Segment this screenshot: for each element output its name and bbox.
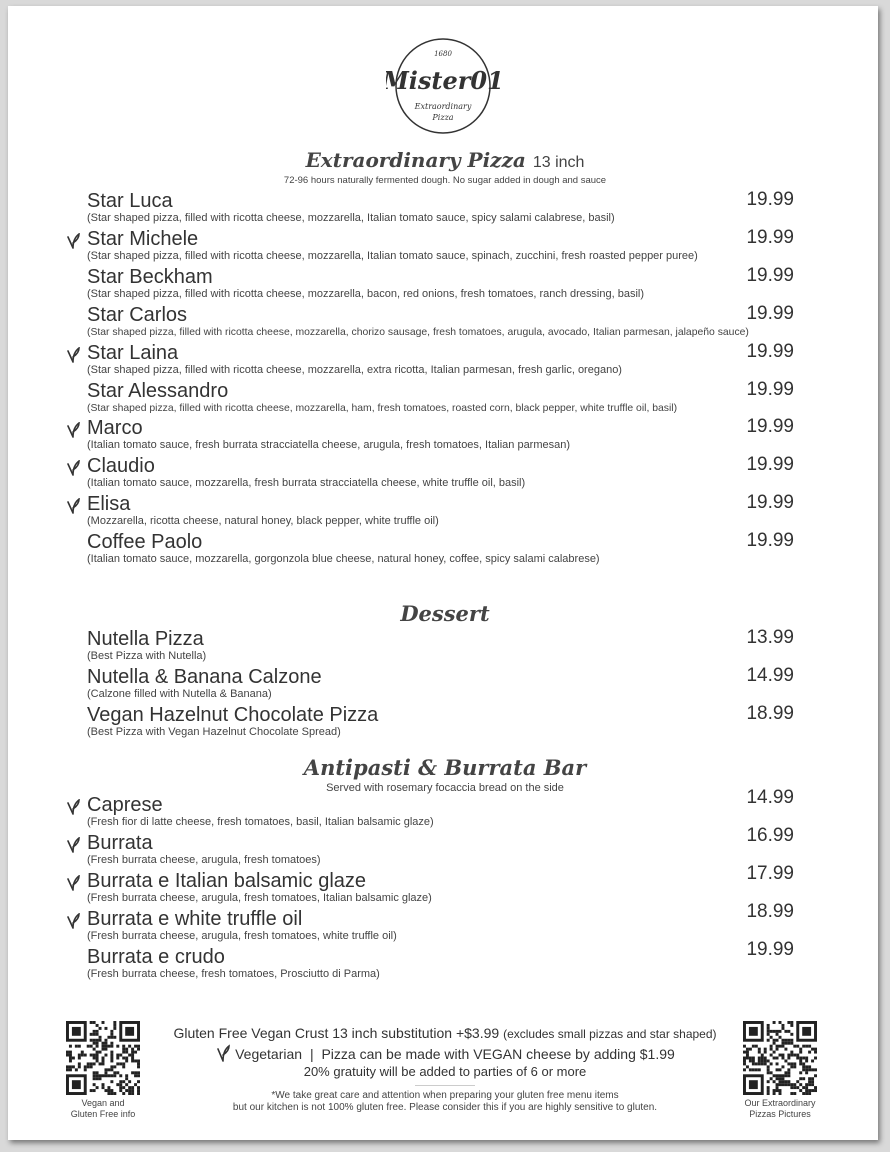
disclaimer-line2: but our kitchen is not 100% gluten free. Please consider this if you are highly sensitive to gluten. xyxy=(232,1102,658,1113)
leaf-sprout-icon xyxy=(66,498,82,514)
qr-code-vegan-info[interactable] xyxy=(66,1021,140,1095)
menu-item xyxy=(87,705,787,743)
qr-code-pizza-pictures[interactable] xyxy=(743,1021,817,1095)
menu-item-price: 18.99 xyxy=(746,901,794,922)
disclaimer xyxy=(150,1090,740,1114)
menu-item-price: 14.99 xyxy=(746,665,794,686)
menu-item-description: (Calzone filled with Nutella & Banana) xyxy=(87,688,272,700)
qr-right-label xyxy=(725,1098,835,1120)
menu-item-name: Star Alessandro xyxy=(87,379,229,402)
menu-item-description: (Fresh fior di latte cheese, fresh tomatoes, basil, Italian balsamic glaze) xyxy=(87,816,434,828)
menu-item-name: Burrata e white truffle oil xyxy=(87,908,303,930)
logo-line2: Pizza xyxy=(432,113,454,122)
gratuity-note: 20% gratuity will be added to parties of 6 or more xyxy=(303,1064,587,1079)
menu-item-price: 19.99 xyxy=(746,226,794,248)
logo-brand: Mister01 xyxy=(386,66,500,95)
gluten-free-exclusions: (excludes small pizzas and star shaped) xyxy=(503,1027,717,1041)
menu-item xyxy=(87,267,787,305)
leaf-sprout-icon xyxy=(66,347,82,363)
menu-item-description: (Star shaped pizza, filled with ricotta cheese, mozzarella, Italian tomato sauce, spicy salami calabrese, basil) xyxy=(87,212,615,224)
footer-divider xyxy=(415,1085,475,1086)
vegan-cheese-note: Pizza can be made with VEGAN cheese by adding $1.99 xyxy=(321,1046,675,1062)
qr-left-label-line1: Vegan and xyxy=(81,1098,125,1108)
dessert-section-title: Dessert xyxy=(400,601,490,626)
menu-item-name: Star Laina xyxy=(87,341,179,364)
menu-item-description: (Italian tomato sauce, mozzarella, fresh burrata stracciatella cheese, white truffle oil, basil) xyxy=(87,477,526,490)
leaf-sprout-icon xyxy=(66,913,82,929)
menu-item-name: Coffee Paolo xyxy=(87,531,203,554)
pizza-section-size: 13 inch xyxy=(532,154,585,171)
leaf-sprout-icon xyxy=(66,233,82,249)
menu-item-name: Nutella & Banana Calzone xyxy=(87,666,322,688)
menu-item-description: (Star shaped pizza, filled with ricotta cheese, mozzarella, Italian tomato sauce, spinach, zucchini, fresh roasted pepper puree) xyxy=(87,249,698,262)
menu-item-price: 14.99 xyxy=(746,787,794,808)
menu-item-name: Vegan Hazelnut Chocolate Pizza xyxy=(87,704,379,726)
menu-item-description: (Fresh burrata cheese, arugula, fresh tomatoes, Italian balsamic glaze) xyxy=(87,892,432,904)
antipasti-section-note: Served with rosemary focaccia bread on the side xyxy=(326,782,564,794)
qr-code-icon xyxy=(743,1021,817,1095)
menu-item-description: (Best Pizza with Nutella) xyxy=(87,650,207,662)
antipasti-section-title: Antipasti & Burrata Bar xyxy=(303,755,587,780)
menu-item-price: 16.99 xyxy=(746,825,794,846)
gluten-free-main: Gluten Free Vegan Crust 13 inch substitution +$3.99 xyxy=(173,1025,500,1041)
menu-item-description: (Star shaped pizza, filled with ricotta cheese, mozzarella, chorizo sausage, fresh tomatoes, arugula, avocado, Italian parmesan, jalapeño sauce) xyxy=(87,326,749,338)
menu-item xyxy=(87,667,787,705)
menu-item-name: Claudio xyxy=(87,455,155,478)
leaf-sprout-icon xyxy=(66,422,82,438)
menu-item-name: Caprese xyxy=(87,794,163,816)
menu-item-name: Burrata e Italian balsamic glaze xyxy=(87,870,367,892)
menu-item-description: (Italian tomato sauce, fresh burrata stracciatella cheese, arugula, fresh tomatoes, Italian parmesan) xyxy=(87,439,571,452)
menu-item-name: Marco xyxy=(87,417,143,440)
menu-item-description: (Fresh burrata cheese, fresh tomatoes, Prosciutto di Parma) xyxy=(87,968,380,980)
menu-item xyxy=(87,418,787,456)
menu-item-name: Burrata e crudo xyxy=(87,946,225,968)
menu-item xyxy=(87,456,787,494)
leaf-sprout-icon xyxy=(66,460,82,476)
menu-item-price: 18.99 xyxy=(746,703,794,724)
menu-item-price: 19.99 xyxy=(746,378,794,400)
pizza-section-name: Extraordinary Pizza xyxy=(305,148,526,172)
leaf-sprout-icon xyxy=(66,875,82,891)
menu-item-price: 19.99 xyxy=(746,939,794,960)
menu-item-price: 19.99 xyxy=(746,454,794,476)
menu-item-price: 19.99 xyxy=(746,416,794,438)
menu-item-price: 19.99 xyxy=(746,340,794,362)
logo xyxy=(386,36,500,136)
menu-item xyxy=(87,229,787,267)
qr-left-label-line2: Gluten Free info xyxy=(70,1109,136,1119)
menu-item-description: (Italian tomato sauce, mozzarella, gorgonzola blue cheese, natural honey, coffee, spicy salami calabrese) xyxy=(87,553,600,566)
qr-left-label xyxy=(48,1098,158,1120)
menu-item-name: Star Luca xyxy=(87,190,173,212)
menu-item-description: (Mozzarella, ricotta cheese, natural honey, black pepper, white truffle oil) xyxy=(87,515,439,528)
menu-item xyxy=(87,305,787,343)
menu-item-description: (Star shaped pizza, filled with ricotta cheese, mozzarella, ham, fresh tomatoes, roasted corn, black pepper, white truffle oil, basil) xyxy=(87,402,678,414)
vegetarian-label: Vegetarian xyxy=(235,1046,303,1062)
menu-item-price: 19.99 xyxy=(746,189,794,210)
leaf-sprout-icon xyxy=(66,837,82,853)
logo-emblem xyxy=(386,36,500,136)
qr-right-label-line2: Pizzas Pictures xyxy=(749,1109,811,1119)
menu-item-description: (Best Pizza with Vegan Hazelnut Chocolate Spread) xyxy=(87,726,341,738)
menu-item-name: Star Beckham xyxy=(87,265,213,288)
menu-item-name: Nutella Pizza xyxy=(87,628,204,650)
menu-item-name: Star Carlos xyxy=(87,303,188,326)
menu-item-price: 19.99 xyxy=(746,530,794,552)
menu-item-price: 17.99 xyxy=(746,863,794,884)
disclaimer-line1: *We take great care and attention when preparing your gluten free menu items xyxy=(271,1090,619,1101)
menu-item-price: 19.99 xyxy=(746,302,794,324)
menu-item xyxy=(87,191,787,229)
menu-item xyxy=(87,343,787,381)
menu-item xyxy=(87,833,787,871)
qr-right-label-line1: Our Extraordinary xyxy=(744,1098,816,1108)
leaf-sprout-icon xyxy=(215,1044,231,1062)
menu-item-description: (Star shaped pizza, filled with ricotta cheese, mozzarella, extra ricotta, Italian parmesan, fresh garlic, oregano) xyxy=(87,363,622,376)
menu-item-description: (Fresh burrata cheese, arugula, fresh tomatoes) xyxy=(87,854,321,866)
pizza-section-title xyxy=(0,148,890,172)
menu-item-name: Star Michele xyxy=(87,227,199,250)
menu-item xyxy=(87,494,787,532)
menu-item xyxy=(87,532,787,570)
menu-item-description: (Fresh burrata cheese, arugula, fresh tomatoes, white truffle oil) xyxy=(87,930,397,942)
menu-item xyxy=(87,909,787,947)
menu-item-name: Burrata xyxy=(87,832,153,854)
logo-line1: Extraordinary xyxy=(414,102,472,111)
menu-item-name: Elisa xyxy=(87,493,131,516)
footer-separator: | xyxy=(309,1046,314,1062)
menu-item-price: 19.99 xyxy=(746,264,794,286)
pizza-section-note: 72-96 hours naturally fermented dough. No sugar added in dough and sauce xyxy=(283,175,607,186)
gluten-free-note xyxy=(150,1025,740,1041)
menu-item xyxy=(87,947,787,985)
vegetarian-note xyxy=(150,1044,740,1062)
menu-item xyxy=(87,871,787,909)
menu-item xyxy=(87,381,787,419)
leaf-sprout-icon xyxy=(66,799,82,815)
qr-code-icon xyxy=(66,1021,140,1095)
menu-item-description: (Star shaped pizza, filled with ricotta cheese, mozzarella, bacon, red onions, fresh tomatoes, ranch dressing, basil) xyxy=(87,287,644,300)
menu-item-price: 19.99 xyxy=(746,492,794,514)
menu-item xyxy=(87,629,787,667)
menu-item xyxy=(87,795,787,833)
logo-year: 1680 xyxy=(434,50,452,58)
menu-item-price: 13.99 xyxy=(746,627,794,648)
